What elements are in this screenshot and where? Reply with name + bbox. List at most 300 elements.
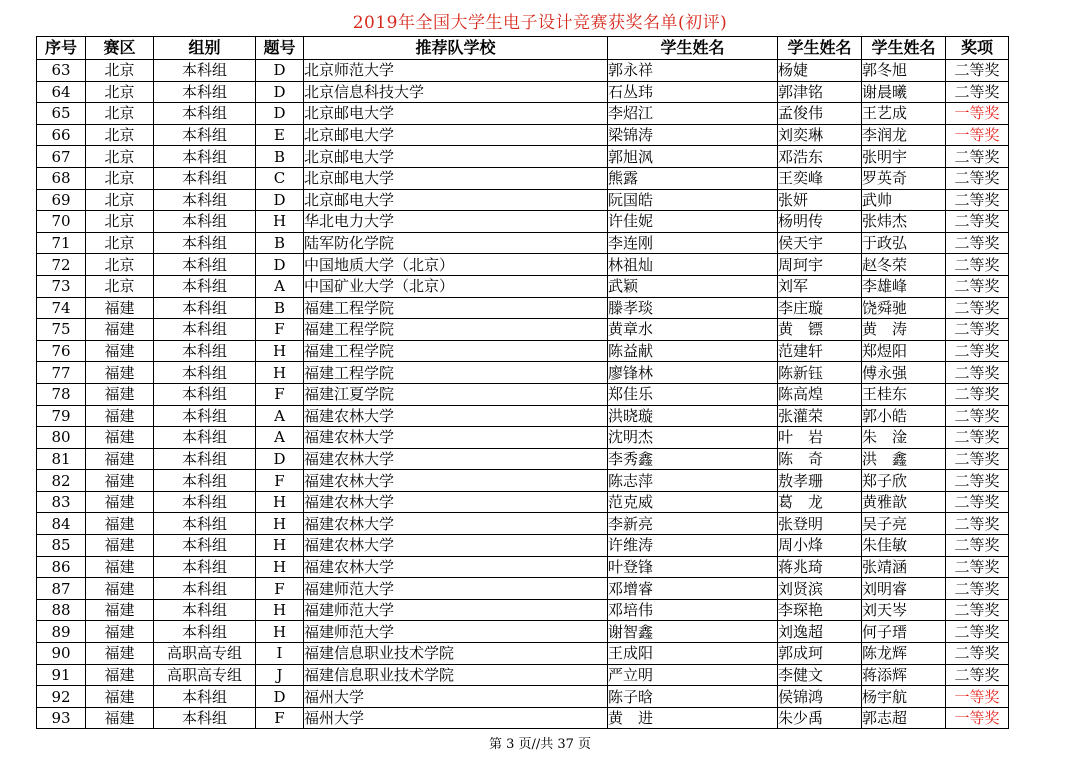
- problem-cell: D: [256, 686, 304, 708]
- problem-cell: B: [256, 146, 304, 168]
- region-cell: 北京: [86, 60, 154, 82]
- student-name-cell: 张靖涵: [862, 556, 946, 578]
- student-name-cell: 武帅: [862, 189, 946, 211]
- serial-number-cell: 80: [37, 427, 86, 449]
- page-footer: 第 3 页//共 37 页: [488, 737, 592, 752]
- student-name-cell: 李庄璇: [778, 297, 862, 319]
- student-name-cell: 朱 淦: [862, 427, 946, 449]
- column-header: 学生姓名: [608, 37, 778, 60]
- student-name-cell: 朱少禹: [778, 707, 862, 729]
- table-row: [37, 81, 1009, 103]
- award-cell: 二等奖: [946, 275, 1009, 297]
- award-cell: 二等奖: [946, 362, 1009, 384]
- award-cell: 二等奖: [946, 427, 1009, 449]
- student-name-cell: 洪晓璇: [608, 405, 778, 427]
- award-cell: 二等奖: [946, 189, 1009, 211]
- problem-cell: H: [256, 491, 304, 513]
- school-cell: 福建农林大学: [304, 470, 608, 492]
- problem-cell: D: [256, 189, 304, 211]
- school-cell: 北京邮电大学: [304, 103, 608, 125]
- school-cell: 福建信息职业技术学院: [304, 643, 608, 665]
- student-name-cell: 陈龙辉: [862, 643, 946, 665]
- region-cell: 福建: [86, 427, 154, 449]
- student-name-cell: 李健文: [778, 664, 862, 686]
- student-name-cell: 葛 龙: [778, 491, 862, 513]
- table-row: [37, 621, 1009, 643]
- group-cell: 高职高专组: [154, 643, 256, 665]
- awards-table: [36, 36, 1009, 729]
- group-cell: 本科组: [154, 340, 256, 362]
- serial-number-cell: 63: [37, 60, 86, 82]
- student-name-cell: 郭小皓: [862, 405, 946, 427]
- problem-cell: H: [256, 535, 304, 557]
- table-row: [37, 211, 1009, 233]
- award-cell: 二等奖: [946, 578, 1009, 600]
- region-cell: 福建: [86, 556, 154, 578]
- student-name-cell: 郭津铭: [778, 81, 862, 103]
- region-cell: 福建: [86, 297, 154, 319]
- region-cell: 福建: [86, 707, 154, 729]
- school-cell: 福建师范大学: [304, 621, 608, 643]
- region-cell: 北京: [86, 232, 154, 254]
- column-header: 题号: [256, 37, 304, 60]
- school-cell: 北京邮电大学: [304, 146, 608, 168]
- student-name-cell: 张炜杰: [862, 211, 946, 233]
- serial-number-cell: 93: [37, 707, 86, 729]
- award-cell: 二等奖: [946, 621, 1009, 643]
- group-cell: 本科组: [154, 211, 256, 233]
- award-cell: 一等奖: [946, 124, 1009, 146]
- region-cell: 福建: [86, 535, 154, 557]
- group-cell: 本科组: [154, 621, 256, 643]
- student-name-cell: 陈志萍: [608, 470, 778, 492]
- table-row: [37, 448, 1009, 470]
- school-cell: 福建工程学院: [304, 319, 608, 341]
- student-name-cell: 李琛艳: [778, 599, 862, 621]
- problem-cell: F: [256, 578, 304, 600]
- table-row: [37, 383, 1009, 405]
- group-cell: 本科组: [154, 599, 256, 621]
- table-row: [37, 167, 1009, 189]
- group-cell: 本科组: [154, 189, 256, 211]
- student-name-cell: 武颖: [608, 275, 778, 297]
- region-cell: 福建: [86, 643, 154, 665]
- award-cell: 二等奖: [946, 643, 1009, 665]
- problem-cell: B: [256, 297, 304, 319]
- problem-cell: C: [256, 167, 304, 189]
- region-cell: 北京: [86, 275, 154, 297]
- region-cell: 福建: [86, 513, 154, 535]
- problem-cell: F: [256, 470, 304, 492]
- award-cell: 一等奖: [946, 707, 1009, 729]
- school-cell: 福建农林大学: [304, 427, 608, 449]
- school-cell: 中国地质大学（北京）: [304, 254, 608, 276]
- column-header: 学生姓名: [862, 37, 946, 60]
- student-name-cell: 张登明: [778, 513, 862, 535]
- serial-number-cell: 78: [37, 383, 86, 405]
- group-cell: 本科组: [154, 448, 256, 470]
- student-name-cell: 王奕峰: [778, 167, 862, 189]
- group-cell: 本科组: [154, 427, 256, 449]
- group-cell: 本科组: [154, 707, 256, 729]
- school-cell: 福建江夏学院: [304, 383, 608, 405]
- table-body: [37, 60, 1009, 729]
- table-row: [37, 578, 1009, 600]
- student-name-cell: 谢晨曦: [862, 81, 946, 103]
- problem-cell: H: [256, 211, 304, 233]
- column-header: 赛区: [86, 37, 154, 60]
- student-name-cell: 陈 奇: [778, 448, 862, 470]
- student-name-cell: 李炤江: [608, 103, 778, 125]
- award-cell: 二等奖: [946, 405, 1009, 427]
- table-row: [37, 124, 1009, 146]
- student-name-cell: 刘天岑: [862, 599, 946, 621]
- student-name-cell: 邓培伟: [608, 599, 778, 621]
- region-cell: 福建: [86, 448, 154, 470]
- table-row: [37, 254, 1009, 276]
- region-cell: 北京: [86, 81, 154, 103]
- school-cell: 福建工程学院: [304, 362, 608, 384]
- table-row: [37, 362, 1009, 384]
- award-cell: 二等奖: [946, 319, 1009, 341]
- table-row: [37, 556, 1009, 578]
- student-name-cell: 梁锦涛: [608, 124, 778, 146]
- student-name-cell: 杨宇航: [862, 686, 946, 708]
- region-cell: 北京: [86, 167, 154, 189]
- student-name-cell: 沈明杰: [608, 427, 778, 449]
- student-name-cell: 敖孝珊: [778, 470, 862, 492]
- student-name-cell: 李秀鑫: [608, 448, 778, 470]
- problem-cell: F: [256, 383, 304, 405]
- student-name-cell: 刘逸超: [778, 621, 862, 643]
- serial-number-cell: 81: [37, 448, 86, 470]
- problem-cell: A: [256, 427, 304, 449]
- problem-cell: B: [256, 232, 304, 254]
- group-cell: 本科组: [154, 556, 256, 578]
- column-header: 序号: [37, 37, 86, 60]
- student-name-cell: 张妍: [778, 189, 862, 211]
- student-name-cell: 林祖灿: [608, 254, 778, 276]
- student-name-cell: 黄 进: [608, 707, 778, 729]
- table-row: [37, 275, 1009, 297]
- group-cell: 本科组: [154, 146, 256, 168]
- school-cell: 北京邮电大学: [304, 124, 608, 146]
- student-name-cell: 郭旭沨: [608, 146, 778, 168]
- group-cell: 本科组: [154, 405, 256, 427]
- student-name-cell: 陈益献: [608, 340, 778, 362]
- problem-cell: I: [256, 643, 304, 665]
- serial-number-cell: 85: [37, 535, 86, 557]
- group-cell: 本科组: [154, 535, 256, 557]
- document-title: 2019年全国大学生电子设计竞赛获奖名单(初评): [352, 13, 728, 33]
- problem-cell: F: [256, 319, 304, 341]
- problem-cell: F: [256, 707, 304, 729]
- table-row: [37, 405, 1009, 427]
- student-name-cell: 许维涛: [608, 535, 778, 557]
- group-cell: 本科组: [154, 491, 256, 513]
- award-cell: 二等奖: [946, 81, 1009, 103]
- student-name-cell: 许佳妮: [608, 211, 778, 233]
- student-name-cell: 谢智鑫: [608, 621, 778, 643]
- group-cell: 本科组: [154, 167, 256, 189]
- student-name-cell: 王桂东: [862, 383, 946, 405]
- student-name-cell: 洪 鑫: [862, 448, 946, 470]
- table-row: [37, 60, 1009, 82]
- student-name-cell: 王成阳: [608, 643, 778, 665]
- group-cell: 本科组: [154, 232, 256, 254]
- student-name-cell: 张灌荣: [778, 405, 862, 427]
- student-name-cell: 石丛玮: [608, 81, 778, 103]
- award-cell: 二等奖: [946, 383, 1009, 405]
- award-cell: 二等奖: [946, 167, 1009, 189]
- region-cell: 福建: [86, 319, 154, 341]
- student-name-cell: 邓增睿: [608, 578, 778, 600]
- award-cell: 二等奖: [946, 254, 1009, 276]
- group-cell: 本科组: [154, 513, 256, 535]
- group-cell: 本科组: [154, 297, 256, 319]
- table-row: [37, 686, 1009, 708]
- serial-number-cell: 75: [37, 319, 86, 341]
- serial-number-cell: 68: [37, 167, 86, 189]
- table-row: [37, 189, 1009, 211]
- group-cell: 本科组: [154, 470, 256, 492]
- serial-number-cell: 82: [37, 470, 86, 492]
- serial-number-cell: 71: [37, 232, 86, 254]
- table-row: [37, 232, 1009, 254]
- problem-cell: H: [256, 556, 304, 578]
- serial-number-cell: 66: [37, 124, 86, 146]
- region-cell: 北京: [86, 103, 154, 125]
- serial-number-cell: 77: [37, 362, 86, 384]
- student-name-cell: 郭成珂: [778, 643, 862, 665]
- header-row: [37, 37, 1009, 60]
- student-name-cell: 蒋兆琦: [778, 556, 862, 578]
- school-cell: 北京邮电大学: [304, 167, 608, 189]
- column-header: 推荐队学校: [304, 37, 608, 60]
- problem-cell: D: [256, 448, 304, 470]
- award-cell: 二等奖: [946, 232, 1009, 254]
- group-cell: 高职高专组: [154, 664, 256, 686]
- problem-cell: D: [256, 60, 304, 82]
- problem-cell: H: [256, 513, 304, 535]
- award-cell: 二等奖: [946, 211, 1009, 233]
- award-cell: 二等奖: [946, 491, 1009, 513]
- group-cell: 本科组: [154, 81, 256, 103]
- student-name-cell: 滕孝琰: [608, 297, 778, 319]
- group-cell: 本科组: [154, 686, 256, 708]
- student-name-cell: 范克威: [608, 491, 778, 513]
- serial-number-cell: 91: [37, 664, 86, 686]
- region-cell: 北京: [86, 254, 154, 276]
- problem-cell: E: [256, 124, 304, 146]
- student-name-cell: 周珂宇: [778, 254, 862, 276]
- problem-cell: H: [256, 621, 304, 643]
- serial-number-cell: 87: [37, 578, 86, 600]
- column-header: 学生姓名: [778, 37, 862, 60]
- school-cell: 福建工程学院: [304, 297, 608, 319]
- group-cell: 本科组: [154, 362, 256, 384]
- award-cell: 二等奖: [946, 448, 1009, 470]
- region-cell: 福建: [86, 578, 154, 600]
- school-cell: 福建农林大学: [304, 556, 608, 578]
- student-name-cell: 郑子欣: [862, 470, 946, 492]
- serial-number-cell: 73: [37, 275, 86, 297]
- problem-cell: D: [256, 81, 304, 103]
- school-cell: 北京信息科技大学: [304, 81, 608, 103]
- student-name-cell: 叶登锋: [608, 556, 778, 578]
- serial-number-cell: 86: [37, 556, 86, 578]
- group-cell: 本科组: [154, 383, 256, 405]
- student-name-cell: 赵冬荣: [862, 254, 946, 276]
- region-cell: 福建: [86, 599, 154, 621]
- student-name-cell: 叶 岩: [778, 427, 862, 449]
- school-cell: 中国矿业大学（北京）: [304, 275, 608, 297]
- table-row: [37, 643, 1009, 665]
- serial-number-cell: 76: [37, 340, 86, 362]
- school-cell: 福建农林大学: [304, 513, 608, 535]
- student-name-cell: 饶舜驰: [862, 297, 946, 319]
- student-name-cell: 吴子亮: [862, 513, 946, 535]
- region-cell: 福建: [86, 664, 154, 686]
- serial-number-cell: 64: [37, 81, 86, 103]
- school-cell: 陆军防化学院: [304, 232, 608, 254]
- student-name-cell: 郑佳乐: [608, 383, 778, 405]
- region-cell: 福建: [86, 340, 154, 362]
- school-cell: 福建师范大学: [304, 578, 608, 600]
- student-name-cell: 廖锋林: [608, 362, 778, 384]
- student-name-cell: 何子瑨: [862, 621, 946, 643]
- region-cell: 福建: [86, 470, 154, 492]
- problem-cell: D: [256, 254, 304, 276]
- student-name-cell: 郭冬旭: [862, 60, 946, 82]
- serial-number-cell: 67: [37, 146, 86, 168]
- student-name-cell: 蒋添辉: [862, 664, 946, 686]
- region-cell: 福建: [86, 405, 154, 427]
- school-cell: 福建农林大学: [304, 491, 608, 513]
- group-cell: 本科组: [154, 319, 256, 341]
- serial-number-cell: 92: [37, 686, 86, 708]
- school-cell: 福建农林大学: [304, 535, 608, 557]
- region-cell: 福建: [86, 383, 154, 405]
- region-cell: 福建: [86, 491, 154, 513]
- serial-number-cell: 69: [37, 189, 86, 211]
- student-name-cell: 周小烽: [778, 535, 862, 557]
- problem-cell: H: [256, 599, 304, 621]
- problem-cell: D: [256, 103, 304, 125]
- problem-cell: H: [256, 362, 304, 384]
- student-name-cell: 王艺成: [862, 103, 946, 125]
- serial-number-cell: 84: [37, 513, 86, 535]
- student-name-cell: 刘奕琳: [778, 124, 862, 146]
- student-name-cell: 黄雅歆: [862, 491, 946, 513]
- student-name-cell: 孟俊伟: [778, 103, 862, 125]
- student-name-cell: 李新亮: [608, 513, 778, 535]
- table-row: [37, 535, 1009, 557]
- student-name-cell: 邓浩东: [778, 146, 862, 168]
- table-row: [37, 599, 1009, 621]
- student-name-cell: 刘贤滨: [778, 578, 862, 600]
- award-cell: 二等奖: [946, 556, 1009, 578]
- student-name-cell: 傅永强: [862, 362, 946, 384]
- region-cell: 福建: [86, 362, 154, 384]
- student-name-cell: 罗英奇: [862, 167, 946, 189]
- problem-cell: A: [256, 275, 304, 297]
- student-name-cell: 严立明: [608, 664, 778, 686]
- region-cell: 北京: [86, 189, 154, 211]
- award-cell: 二等奖: [946, 340, 1009, 362]
- region-cell: 福建: [86, 686, 154, 708]
- region-cell: 福建: [86, 621, 154, 643]
- group-cell: 本科组: [154, 275, 256, 297]
- student-name-cell: 黄 涛: [862, 319, 946, 341]
- region-cell: 北京: [86, 146, 154, 168]
- group-cell: 本科组: [154, 254, 256, 276]
- student-name-cell: 侯锦鸿: [778, 686, 862, 708]
- group-cell: 本科组: [154, 103, 256, 125]
- student-name-cell: 阮国皓: [608, 189, 778, 211]
- student-name-cell: 郭志超: [862, 707, 946, 729]
- table-row: [37, 491, 1009, 513]
- student-name-cell: 陈高煌: [778, 383, 862, 405]
- award-cell: 二等奖: [946, 297, 1009, 319]
- table-row: [37, 513, 1009, 535]
- serial-number-cell: 88: [37, 599, 86, 621]
- student-name-cell: 黄章水: [608, 319, 778, 341]
- table-row: [37, 297, 1009, 319]
- student-name-cell: 杨婕: [778, 60, 862, 82]
- table-row: [37, 146, 1009, 168]
- group-cell: 本科组: [154, 578, 256, 600]
- student-name-cell: 朱佳敏: [862, 535, 946, 557]
- serial-number-cell: 74: [37, 297, 86, 319]
- student-name-cell: 陈子晗: [608, 686, 778, 708]
- award-cell: 二等奖: [946, 146, 1009, 168]
- award-cell: 二等奖: [946, 60, 1009, 82]
- student-name-cell: 刘明睿: [862, 578, 946, 600]
- group-cell: 本科组: [154, 60, 256, 82]
- student-name-cell: 侯天宇: [778, 232, 862, 254]
- problem-cell: J: [256, 664, 304, 686]
- column-header: 奖项: [946, 37, 1009, 60]
- school-cell: 福建农林大学: [304, 405, 608, 427]
- award-cell: 一等奖: [946, 103, 1009, 125]
- award-cell: 二等奖: [946, 599, 1009, 621]
- table-row: [37, 427, 1009, 449]
- school-cell: 福州大学: [304, 707, 608, 729]
- table-row: [37, 470, 1009, 492]
- school-cell: 福建信息职业技术学院: [304, 664, 608, 686]
- table-row: [37, 103, 1009, 125]
- award-cell: 二等奖: [946, 513, 1009, 535]
- table-row: [37, 664, 1009, 686]
- student-name-cell: 郑煜阳: [862, 340, 946, 362]
- serial-number-cell: 89: [37, 621, 86, 643]
- student-name-cell: 陈新钰: [778, 362, 862, 384]
- problem-cell: A: [256, 405, 304, 427]
- award-cell: 二等奖: [946, 470, 1009, 492]
- table-row: [37, 319, 1009, 341]
- student-name-cell: 刘军: [778, 275, 862, 297]
- table-row: [37, 707, 1009, 729]
- serial-number-cell: 65: [37, 103, 86, 125]
- column-header: 组别: [154, 37, 256, 60]
- award-cell: 二等奖: [946, 535, 1009, 557]
- student-name-cell: 李雄峰: [862, 275, 946, 297]
- serial-number-cell: 83: [37, 491, 86, 513]
- school-cell: 北京师范大学: [304, 60, 608, 82]
- student-name-cell: 张明宇: [862, 146, 946, 168]
- region-cell: 北京: [86, 124, 154, 146]
